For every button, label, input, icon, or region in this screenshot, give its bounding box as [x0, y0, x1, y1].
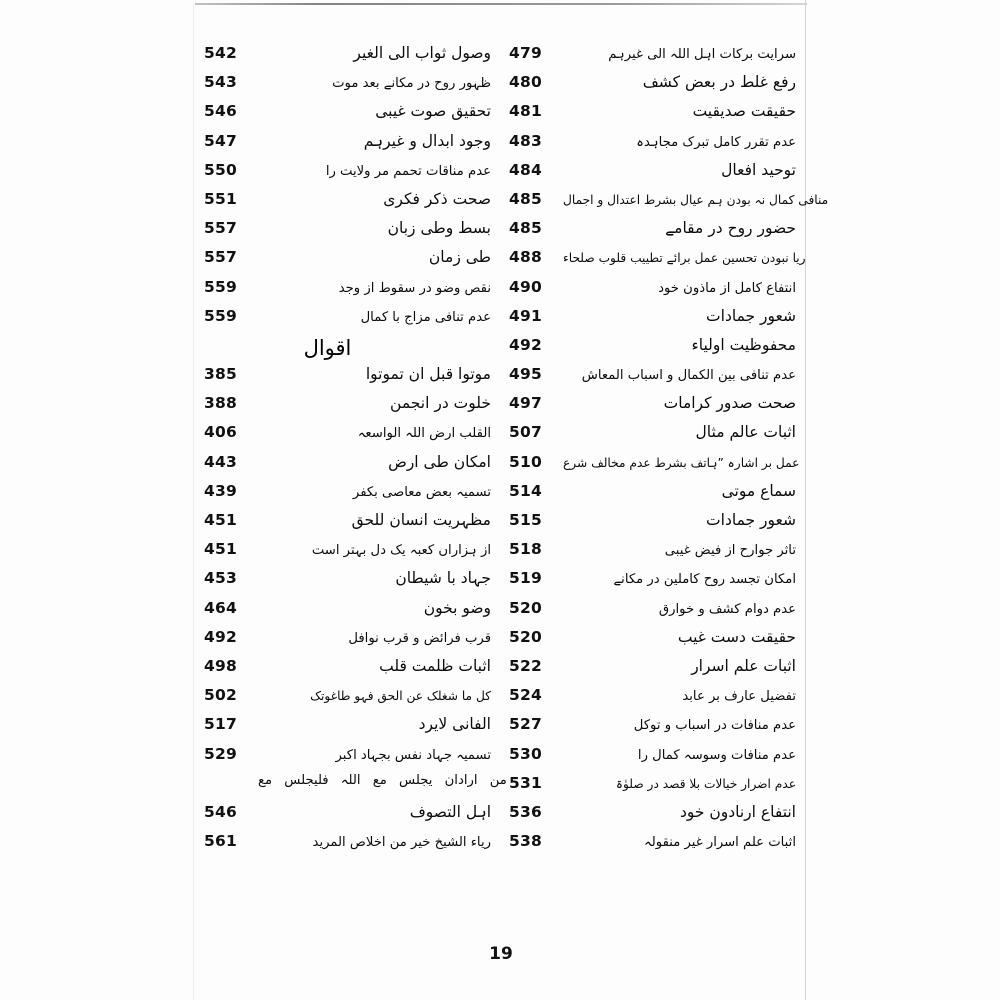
entry-page-number: 559 — [204, 277, 237, 296]
entry-page-number: 510 — [509, 452, 542, 471]
index-entry — [501, 657, 806, 686]
index-columns — [196, 44, 829, 861]
index-entry — [196, 599, 501, 628]
entry-page-number: 520 — [509, 627, 542, 646]
index-entry — [501, 511, 806, 540]
entry-title: توحید افعال — [721, 160, 796, 179]
entry-page-number: 464 — [204, 598, 237, 617]
entry-title: حقیقت دست غیب — [677, 627, 796, 646]
entry-page-number: 492 — [204, 627, 237, 646]
index-entry — [501, 307, 806, 336]
entry-page-number: 529 — [204, 744, 237, 763]
entry-title: تسمیہ جہاد نفس بجہاد اکبر — [335, 747, 491, 763]
entry-page-number: 488 — [509, 248, 542, 267]
index-entry — [196, 307, 501, 336]
entry-page-number: 538 — [509, 832, 542, 851]
index-entry — [196, 832, 501, 861]
entry-page-number: 484 — [509, 160, 542, 179]
entry-title: سرایت برکات اہل اللہ الی غیرہم — [608, 47, 796, 62]
entry-page-number: 406 — [204, 423, 237, 442]
entry-title: اثبات ظلمت قلب — [379, 656, 491, 675]
index-entry — [196, 102, 501, 131]
index-entry — [501, 278, 806, 307]
entry-page-number: 479 — [509, 44, 542, 62]
section-heading-row — [196, 336, 501, 365]
entry-page-number: 524 — [509, 686, 542, 705]
entry-page-number: 385 — [204, 365, 237, 384]
entry-title: عدم اضرار خیالات بلا قصد در صلوٰۃ — [615, 776, 796, 791]
index-entry — [501, 161, 806, 190]
index-entry — [196, 423, 501, 452]
index-entry — [501, 44, 806, 73]
index-entry — [196, 453, 501, 482]
entry-page-number: 485 — [509, 189, 542, 208]
index-column-left — [196, 44, 507, 861]
entry-title: عدم تقرر کامل تبرک مجاہدہ — [636, 134, 796, 150]
index-entry — [501, 132, 806, 161]
entry-title: وصول ثواب الی الغیر — [353, 44, 491, 62]
index-entry — [501, 569, 806, 598]
index-entry — [196, 161, 501, 190]
index-entry — [501, 628, 806, 657]
index-column-right — [501, 44, 829, 861]
index-entry — [501, 394, 806, 423]
entry-title: حقیقت صدیقیت — [692, 102, 796, 121]
entry-title: شعور جمادات — [706, 511, 796, 529]
entry-title: طی زمان — [428, 248, 491, 267]
entry-page-number: 557 — [204, 248, 237, 267]
entry-title: رفع غلط در بعض کشف — [642, 73, 796, 92]
entry-title: منافی کمال نہ بودن ہم عیال بشرط اعتدال و اجمال — [563, 192, 829, 207]
entry-page-number: 453 — [204, 569, 237, 588]
index-entry-continuation — [196, 772, 507, 803]
entry-page-number: 543 — [204, 73, 237, 92]
index-entry — [501, 745, 806, 774]
entry-page-number: 530 — [509, 744, 542, 763]
entry-title: ظہور روح در مکانے بعد موت — [332, 76, 491, 92]
index-entry — [501, 189, 829, 219]
entry-page-number: 522 — [509, 656, 542, 675]
entry-title: صحت ذکر فکری — [383, 189, 491, 208]
entry-page-number: 502 — [204, 686, 237, 705]
entry-title: عدم منافات وسوسہ کمال را — [637, 747, 796, 763]
entry-page-number: 557 — [204, 219, 237, 238]
entry-title: القلب ارض اللہ الواسعہ — [357, 426, 491, 442]
entry-page-number: 515 — [509, 511, 542, 529]
index-entry — [196, 365, 501, 394]
entry-title: نقص وضو در سقوط از وجد — [338, 280, 491, 296]
index-entry — [196, 628, 501, 657]
entry-title: اثبات علم اسرار غیر منقولہ — [644, 835, 796, 851]
section-heading: اقوال — [303, 335, 352, 360]
entry-title: تسمیہ بعض معاصی بکفر — [352, 484, 491, 500]
index-entry — [501, 73, 806, 102]
entry-title: کل ما شغلک عن الحق فہو طاغوتک — [310, 689, 491, 704]
entry-title: تاثر جوارح از فیض غیبی — [664, 543, 796, 559]
entry-title: از ہزاراں کعبہ یک دل بہتر است — [311, 543, 491, 559]
entry-page-number: 517 — [204, 715, 237, 734]
entry-page-number: 514 — [509, 481, 542, 500]
entry-title: عدم دوام کشف و خوارق — [658, 601, 796, 617]
entry-page-number: 490 — [509, 277, 542, 296]
entry-title: ریا نبودن تحسین عمل برائے تطییب قلوب صلحاء — [563, 251, 806, 266]
index-entry — [501, 482, 806, 511]
entry-page-number: 518 — [509, 540, 542, 559]
entry-page-number: 536 — [509, 802, 542, 821]
index-entry — [196, 278, 501, 307]
index-entry — [501, 540, 806, 569]
entry-page-number: 561 — [204, 832, 237, 851]
entry-page-number: 498 — [204, 656, 237, 675]
index-entry — [196, 248, 501, 277]
entry-page-number: 547 — [204, 131, 237, 150]
entry-page-number: 485 — [509, 219, 542, 238]
entry-title: عدم تنافی مزاج با کمال — [360, 309, 491, 325]
index-entry — [196, 73, 501, 102]
index-entry — [501, 219, 806, 248]
index-entry — [196, 219, 501, 248]
entry-page-number: 507 — [509, 423, 542, 442]
entry-title: سماع موتی — [721, 481, 796, 500]
index-entry — [196, 482, 501, 511]
entry-page-number: 531 — [509, 773, 542, 792]
entry-page-number: 546 — [204, 102, 237, 121]
entry-page-number: 546 — [204, 802, 237, 821]
entry-page-number: 559 — [204, 306, 237, 325]
entry-title: امکان طی ارض — [388, 452, 491, 471]
entry-title: محفوظیت اولیاء — [691, 335, 796, 354]
index-entry — [196, 394, 501, 423]
entry-title: جہاد با شیطان — [395, 569, 491, 588]
entry-page-number: 480 — [509, 73, 542, 92]
index-entry — [196, 190, 501, 219]
entry-page-number: 497 — [509, 394, 542, 413]
entry-page-number: 388 — [204, 394, 237, 413]
page-left-edge-artifact — [193, 4, 194, 1000]
entry-page-number: 483 — [509, 131, 542, 150]
entry-page-number: 491 — [509, 306, 542, 325]
entry-title: شعور جمادات — [706, 306, 796, 325]
entry-title: وضو بخون — [423, 598, 491, 617]
entry-title: تحقیق صوت غیبی — [375, 102, 491, 121]
entry-title: وجود ابدال و غیرہم — [363, 131, 491, 150]
page-folio-number: 19 — [489, 944, 513, 964]
index-entry — [196, 803, 501, 832]
index-entry — [501, 453, 806, 482]
entry-title: عمل بر اشارہ ”ہاتف بشرط عدم مخالف شرع — [563, 455, 800, 470]
entry-title: ریاء الشیخ خیر من اخلاص المرید — [312, 835, 491, 851]
entry-page-number: 451 — [204, 540, 237, 559]
index-entry — [501, 774, 806, 803]
index-entry — [196, 132, 501, 161]
entry-title: اثبات علم اسرار — [691, 656, 796, 675]
entry-title: من ارادان یجلس مع اللہ فلیجلس مع — [258, 772, 507, 788]
entry-title: اہل التصوف — [409, 802, 491, 821]
entry-title: حضور روح در مقامے — [665, 219, 796, 238]
entry-title: انتفاع ارنادون خود — [679, 802, 796, 821]
entry-title: امکان تجسد روح کاملین در مکانے — [613, 572, 796, 588]
index-content — [196, 0, 829, 1000]
index-entry — [196, 540, 501, 569]
index-entry — [501, 686, 806, 715]
entry-title: صحت صدور کرامات — [663, 394, 796, 413]
entry-title: الفانی لایرد — [418, 715, 491, 734]
entry-page-number: 519 — [509, 569, 542, 588]
index-entry — [196, 511, 501, 540]
index-entry — [196, 44, 501, 73]
entry-page-number: 550 — [204, 160, 237, 179]
index-entry — [196, 569, 501, 598]
index-entry — [501, 803, 806, 832]
entry-page-number: 551 — [204, 189, 237, 208]
entry-page-number: 527 — [509, 715, 542, 734]
entry-title: عدم منافات در اسباب و توکل — [633, 718, 796, 734]
entry-page-number: 495 — [509, 365, 542, 384]
entry-page-number: 492 — [509, 335, 542, 354]
index-entry — [501, 715, 806, 744]
entry-title: انتفاع کامل از ماذون خود — [658, 280, 796, 296]
index-entry — [501, 248, 806, 277]
entry-title: مظہریت انسان للحق — [351, 511, 491, 529]
entry-title: عدم تنافی بین الکمال و اسباب المعاش — [581, 368, 796, 384]
entry-page-number: 520 — [509, 598, 542, 617]
index-entry — [196, 715, 501, 744]
entry-page-number: 443 — [204, 452, 237, 471]
entry-page-number: 481 — [509, 102, 542, 121]
entry-page-number: 439 — [204, 481, 237, 500]
entry-title: خلوت در انجمن — [390, 394, 491, 413]
entry-title: اثبات عالم مثال — [695, 423, 796, 442]
index-entry — [196, 657, 501, 686]
index-entry — [501, 423, 806, 452]
entry-page-number: 451 — [204, 511, 237, 529]
entry-title: موتوا قبل ان تموتوا — [365, 365, 491, 384]
entry-title: قرب فرائض و قرب نوافل — [348, 630, 491, 646]
index-entry — [501, 599, 806, 628]
entry-page-number: 542 — [204, 44, 237, 62]
entry-title: تفضیل عارف بر عابد — [682, 689, 796, 705]
index-entry — [196, 745, 501, 774]
index-entry — [501, 832, 806, 861]
index-entry — [196, 686, 501, 715]
index-entry — [501, 102, 806, 131]
entry-title: بسط وطی زبان — [387, 219, 491, 238]
entry-title: عدم مناقات تحمم مر ولایت را — [325, 163, 491, 179]
index-entry — [501, 365, 806, 394]
index-entry — [501, 336, 806, 365]
